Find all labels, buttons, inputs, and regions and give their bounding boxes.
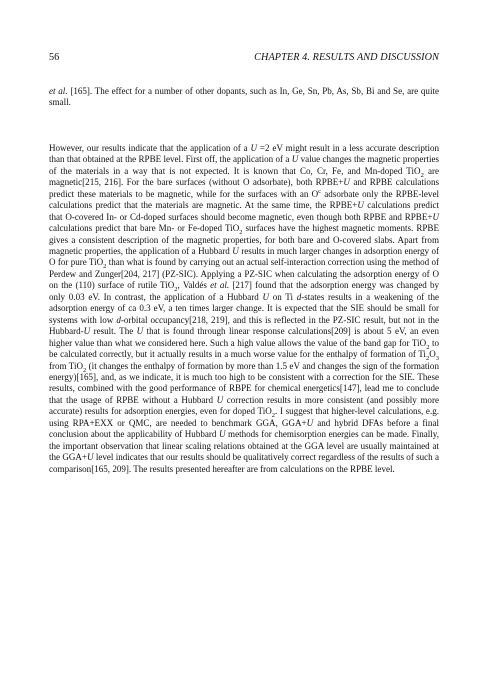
page-number: 56 [49,52,60,63]
paragraph-2: However, our results indicate that the application of a U =2 eV might result in a less accurate description than that obtained at the RPBE level. First off, the application of a U value changes the magnetic properties of the materials in a way that is not expected. It is known that Co, Cr, Fe, and Mn-doped TiO$_2$ are magnetic[215, 216]. For the bare surfaces (without O adsorbate), both RPBE+U and RPBE calculations predict these materials to be magnetic, while for the surfaces with an $O^c$ adsorbate only the RPBE-level calculations predict that the materials are magnetic. At the same time, the RPBE+U calculations predict that O-covered In- or Cd-doped surfaces should become magnetic, even though both RPBE and RPBE+U calculations predict that bare Mn- or Fe-doped TiO$_2$ surfaces have the highest magnetic moments. RPBE gives a consistent description of the magnetic properties, for both bare and O-covered slabs. Apart from magnetic properties, the application of a Hubbard U results in much larger changes in adsorption energy of O for pure TiO$_2$ than what is found by carrying out an actual self-interaction correction using the method of Perdew and Zunger[204, 217] (PZ-SIC). Applying a PZ-SIC when calculating the adsorption energy of O on the (110) surface of rutile TiO$_2$, Valdés et al. [217] found that the adsorption energy was changed by only 0.03 eV. In contrast, the application of a Hubbard U on Ti d-states results in a weakening of the adsorption energy of ca 0.3 eV, a ten times larger change. It is expected that the SIE should be small for systems with low d-orbital occupancy[218, 219], and this is reflected in the PZ-SIC result, but not in the Hubbard-U result. The U that is found through linear response calculations[209] is about 5 eV, an even higher value than what we considered here. Such a high value allows the value of the band gap for TiO$_2$ to be calculated correctly, but it actually results in a much worse value for the enthalpy of formation of $Ti_2O_3$ from TiO$_2$ (it changes the enthalpy of formation by more than 1.5 eV and changes the sign of the formation energy)[165], and, as we indicate, it is much too high to be consistent with a correction for the SIE. These results, combined with the good performance of RBPE for chemical energetics[147], lead me to conclude that the usage of RPBE without a Hubbard U correction results in more consistent (and possibly more accurate) results for adsorption energies, even for doped TiO$_2$. I suggest that higher-level calculations, e.g. using RPA+EXX or QMC, are needed to benchmark GGA, GGA+U and hybrid DFAs before a final conclusion about the applicability of Hubbard U methods for chemisorption energies can be made. Finally, the important observation that linear scaling relations obtained at the GGA level are usually maintained at the GGA+U level indicates that our results should be qualitatively correct regardless of the results of such a comparison[165, 209]. The results presented hereafter are from calculations on the RPBE level. [49,142,440,474]
chapter-title: CHAPTER 4. RESULTS AND DISCUSSION [254,52,439,63]
running-header [49,52,439,66]
paragraph-1: et al. [165]. The effect for a number of other dopants, such as In, Ge, Sn, Pb, As, Sb, Bi and Se, are quite small. [49,86,439,108]
page [49,52,439,475]
